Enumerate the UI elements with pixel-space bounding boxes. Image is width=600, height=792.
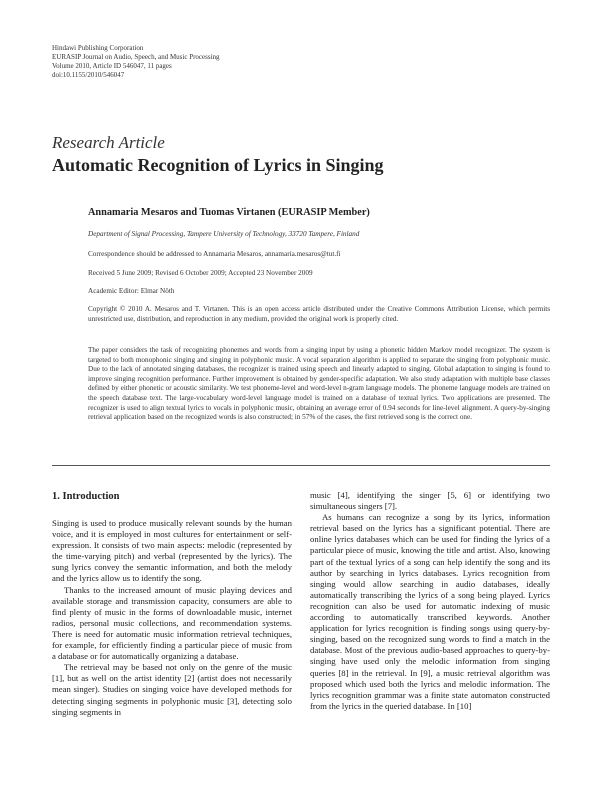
academic-editor: Academic Editor: Elmar Nöth: [88, 287, 175, 295]
section-heading: 1. Introduction: [52, 491, 120, 502]
paragraph: Singing is used to produce musically relevant sounds by the human voice, and it is employed in most cultures for entertainment or self-expression. It consists of two main aspects: melodic (represented by the time-varying pitch) and verbal (represented by the lyrics). The sung lyrics convey the semantic information, and both the melody and the lyrics allow us to identify the song.: [52, 518, 292, 584]
volume-line: Volume 2010, Article ID 546047, 11 pages: [52, 62, 172, 70]
correspondence: Correspondence should be addressed to Annamaria Mesaros, annamaria.mesaros@tut.fi: [88, 250, 341, 258]
body-column-right: [310, 490, 550, 712]
section-divider: [52, 465, 550, 466]
journal-line: EURASIP Journal on Audio, Speech, and Music Processing: [52, 53, 220, 61]
paragraph: The retrieval may be based not only on the genre of the music [1], but as well on the artist identity [2] (artist does not necessarily mean singer). Studies on singing voice have developed methods for detecting singing segments in polyphonic music [3], detecting solo singing segments in: [52, 662, 292, 717]
paragraph: music [4], identifying the singer [5, 6] or identifying two simultaneous singers [7].: [310, 490, 550, 512]
publication-dates: Received 5 June 2009; Revised 6 October 2009; Accepted 23 November 2009: [88, 269, 313, 277]
copyright-notice: Copyright © 2010 A. Mesaros and T. Virtanen. This is an open access article distributed under the Creative Commons Attribution License, which permits unrestricted use, distribution, and reproduction in any medium, provided the original work is properly cited.: [88, 305, 550, 323]
body-column-left: [52, 490, 292, 718]
doi-line: doi:10.1155/2010/546047: [52, 71, 125, 79]
authors: Annamaria Mesaros and Tuomas Virtanen (EURASIP Member): [88, 207, 370, 218]
journal-header: [52, 44, 220, 80]
affiliation: Department of Signal Processing, Tampere University of Technology, 33720 Tampere, Finland: [88, 230, 360, 238]
article-type: Research Article: [52, 133, 165, 152]
publisher-line: Hindawi Publishing Corporation: [52, 44, 144, 52]
article-title: Automatic Recognition of Lyrics in Singing: [52, 155, 384, 175]
abstract: The paper considers the task of recognizing phonemes and words from a singing input by using a phonetic hidden Markov model recognizer. The system is targeted to both monophonic singing and singing in polyphonic music. A vocal separation algorithm is applied to separate the singing from polyphonic music. Due to the lack of annotated singing databases, the recognizer is trained using speech and linearly adapted to singing. Global adaptation to singing is found to improve singing recognition performance. Further improvement is obtained by gender-specific adaptation. We also study adaptation with multiple base classes defined by either phonetic or acoustic similarity. We test phoneme-level and word-level n-gram language models. The phoneme language models are trained on the speech database text. The large-vocabulary word-level language model is trained on a database of textual lyrics. Two applications are presented. The recognizer is used to align textual lyrics to vocals in polyphonic music, obtaining an average error of 0.94 seconds for line-level alignment. A query-by-singing retrieval application based on the recognized words is also constructed; in 57% of the cases, the first retrieved song is the correct one.: [88, 346, 550, 422]
paragraph: As humans can recognize a song by its lyrics, information retrieval based on the lyrics has a significant potential. There are online lyrics databases which can be used for finding the lyrics of a particular piece of music, knowing the title and artist. Also, knowing part of the textual lyrics of a song can help identify the song and its author by searching in lyrics databases. Lyrics recognition from singing would allow searching in audio databases, ideally automatically transcribing the lyrics of a song being played. Lyrics recognition can also be used for automatic indexing of music according to automatically transcribed keywords. Another application for lyrics recognition is finding songs using query-by-singing, based on the recognized sung words to find a match in the database. Most of the previous audio-based approaches to query-by-singing have used only the melodic information from singing queries [8] in the retrieval. In [9], a music retrieval algorithm was proposed which used both the lyrics and melodic information. The lyrics recognition grammar was a finite state automaton constructed from the lyrics in the queried database. In [10]: [310, 512, 550, 711]
paragraph: Thanks to the increased amount of music playing devices and available storage and transmission capacity, consumers are able to find plenty of music in the forms of downloadable music, internet radios, personal music collections, and recommendation systems. There is need for automatic music information retrieval techniques, for example, for efficiently finding a particular piece of music from a database or for automatically organizing a database.: [52, 584, 292, 662]
